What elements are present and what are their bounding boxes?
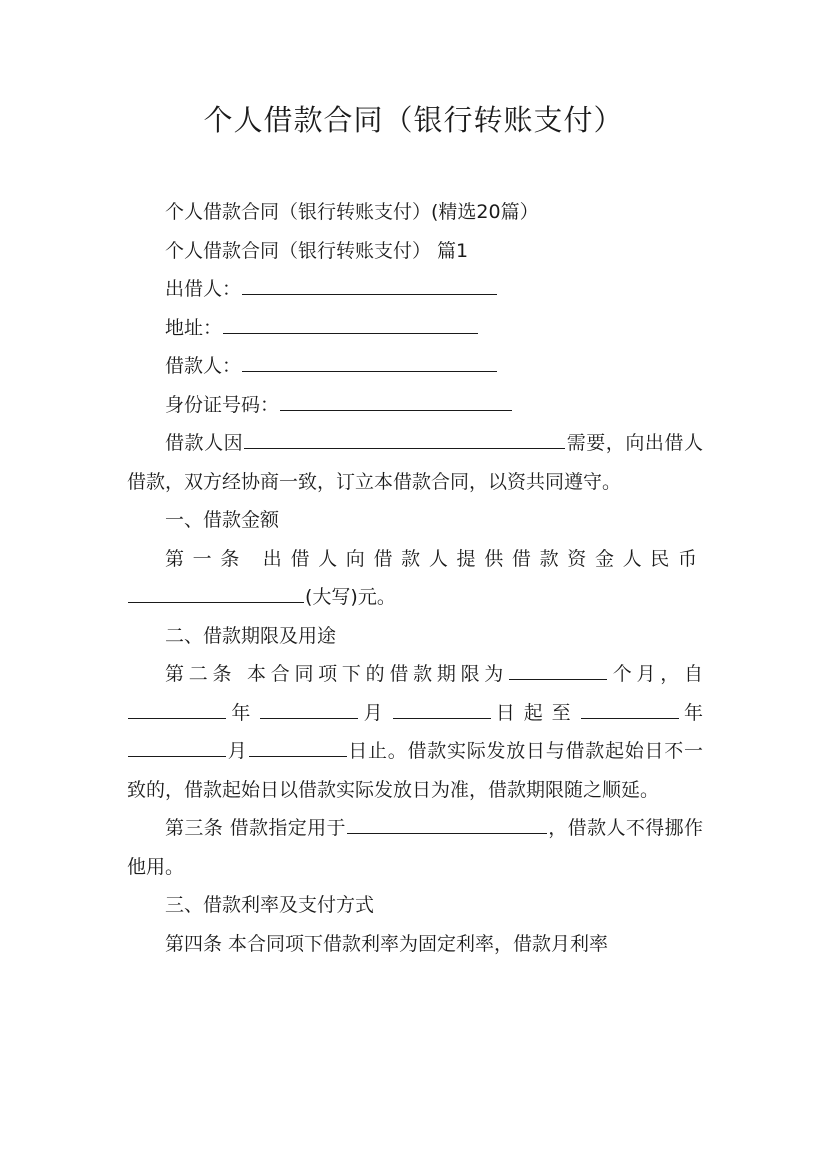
id-number-blank: [280, 388, 512, 411]
start-day-blank: [393, 696, 491, 719]
address-blank: [223, 311, 478, 334]
article-2-year2: 年: [679, 701, 703, 724]
article-3-start: 第三条 借款指定用于: [165, 817, 346, 839]
purpose-end: 需要，向出借人借款，双方经协商一致，订立本借款合同，以资共同遵守。: [127, 432, 703, 493]
id-number-field: [127, 386, 703, 425]
chapter-line: 个人借款合同（银行转账支付） 篇1: [165, 239, 469, 262]
intro-line: 个人借款合同（银行转账支付）(精选20篇）: [165, 201, 539, 223]
lender-field: [127, 270, 703, 309]
article-1-start: 第一条 出借人向借款人提供借款资金人民币: [165, 547, 703, 570]
address-label: 地址：: [165, 316, 223, 339]
term-months-blank: [509, 657, 607, 680]
section-3-heading: 三、借款利率及支付方式: [165, 894, 375, 916]
article-2: [127, 655, 703, 809]
amount-blank: [128, 580, 304, 603]
end-day-blank: [249, 734, 347, 757]
document-title: 个人借款合同（银行转账支付）: [203, 103, 624, 137]
article-4: 第四条 本合同项下借款利率为固定利率，借款月利率: [165, 932, 609, 955]
article-2-day1: 日起至: [491, 701, 580, 724]
article-2-year1: 年: [227, 701, 260, 724]
purpose-blank: [244, 426, 565, 449]
borrower-blank: [242, 349, 497, 372]
purpose-paragraph: [127, 424, 703, 501]
article-3-end: ，借款人不得挪作他用。: [127, 817, 703, 878]
usage-blank: [347, 811, 547, 834]
purpose-start: 借款人因: [165, 432, 244, 454]
start-year-blank: [128, 696, 226, 719]
article-2-b: 个月，自: [608, 663, 703, 685]
end-month-blank: [128, 734, 226, 757]
document-body: [127, 193, 703, 963]
id-number-label: 身份证号码：: [165, 393, 280, 416]
borrower-field: [127, 347, 703, 386]
lender-blank: [242, 272, 497, 295]
section-2-heading: 二、借款期限及用途: [165, 624, 337, 647]
section-1-heading: 一、借款金额: [165, 509, 280, 531]
article-2-end: 日止。借款实际发放日与借款起始日不一致的，借款起始日以借款实际发放日为准，借款期限随之顺延。: [127, 740, 703, 801]
article-2-month1: 月: [359, 701, 392, 724]
end-year-blank: [581, 696, 679, 719]
article-1: [127, 540, 703, 617]
address-field: [127, 309, 703, 348]
borrower-label: 借款人：: [165, 355, 242, 377]
article-3: [127, 809, 703, 886]
article-2-a: 第二条 本合同项下的借款期限为: [165, 663, 509, 685]
article-1-end: (大写)元。: [305, 586, 396, 608]
start-month-blank: [260, 696, 358, 719]
article-2-month2: 月: [227, 740, 248, 762]
lender-label: 出借人：: [165, 278, 242, 300]
